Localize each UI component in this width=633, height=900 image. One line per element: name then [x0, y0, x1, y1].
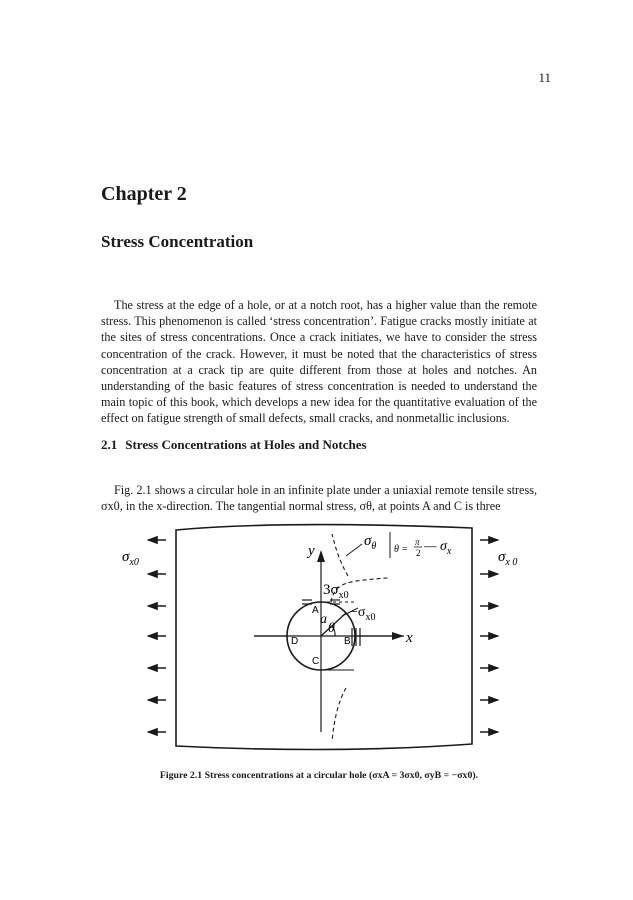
point-b-label: B [344, 636, 351, 647]
figure-2-1 [114, 520, 520, 758]
radius-label: a [320, 612, 327, 627]
angle-label: θ [328, 621, 335, 636]
stress-decay-curve-upper [332, 534, 348, 576]
figure-caption: Figure 2.1 Stress concentrations at a circular hole (σxA = 3σx0, σyB = −σx0). [159, 770, 479, 781]
point-c-label: C [312, 656, 320, 667]
theta-condition-two: 2 [416, 548, 421, 558]
section-title: Stress Concentrations at Holes and Notches [125, 437, 367, 452]
sigma-left-label: $\sigma_{x0}$ [122, 549, 139, 568]
minus-sigma-label: $-\sigma_{x0}$ [350, 605, 376, 623]
x-axis-label: x [406, 630, 413, 646]
intro-paragraph: The stress at the edge of a hole, or at a notch root, has a higher value than the remote stress. This phenomenon is called ‘stress concentration’. Fatigue cracks mostly initiate at the sites of stress concentrations. Once a crack initiates, we have to consider the stress concentration of the crack. However, it must be noted that the characteristics of stress concentration at a crack tip are quite different from those at holes and notches. An understanding of the basic features of stress concentration is needed to understand the main topic of this book, which develops a new idea for the quantitative evaluation of the effect on fatigue strength of small defects, small cracks, and nonmetallic inclusions. [101, 298, 537, 426]
section-number: 2.1 [101, 437, 118, 452]
theta-condition-rhs: — $\sigma_x$ [424, 539, 452, 557]
section-paragraph: Fig. 2.1 shows a circular hole in an infinite plate under a uniaxial remote tensile stress, σx0, in the x-direction. The tangential normal stress, σθ, at points A and C is three [101, 483, 537, 514]
left-load-arrows [148, 540, 166, 732]
sigma-right-label: $\sigma_{x 0}$ [498, 549, 518, 568]
theta-condition-pi: π [415, 537, 420, 547]
section-heading [101, 437, 367, 453]
page-number: 11 [538, 70, 551, 85]
stress-decay-curve-lower [332, 688, 346, 742]
stress-diagram [114, 520, 520, 758]
chapter-label: Chapter 2 [101, 183, 187, 205]
point-a-label: A [312, 605, 319, 616]
sigma-theta-label: $\sigma_\theta$ [364, 533, 377, 552]
point-d-label: D [291, 636, 299, 647]
theta-condition-lhs: θ = [394, 544, 409, 555]
right-load-arrows [480, 540, 498, 732]
sigma-theta-leader [346, 544, 362, 556]
y-axis-arrowhead [317, 550, 325, 562]
three-sigma-label: $3\sigma_{x0}$ [323, 582, 349, 601]
y-axis-label: y [308, 543, 315, 559]
chapter-title: Stress Concentration [101, 232, 254, 251]
